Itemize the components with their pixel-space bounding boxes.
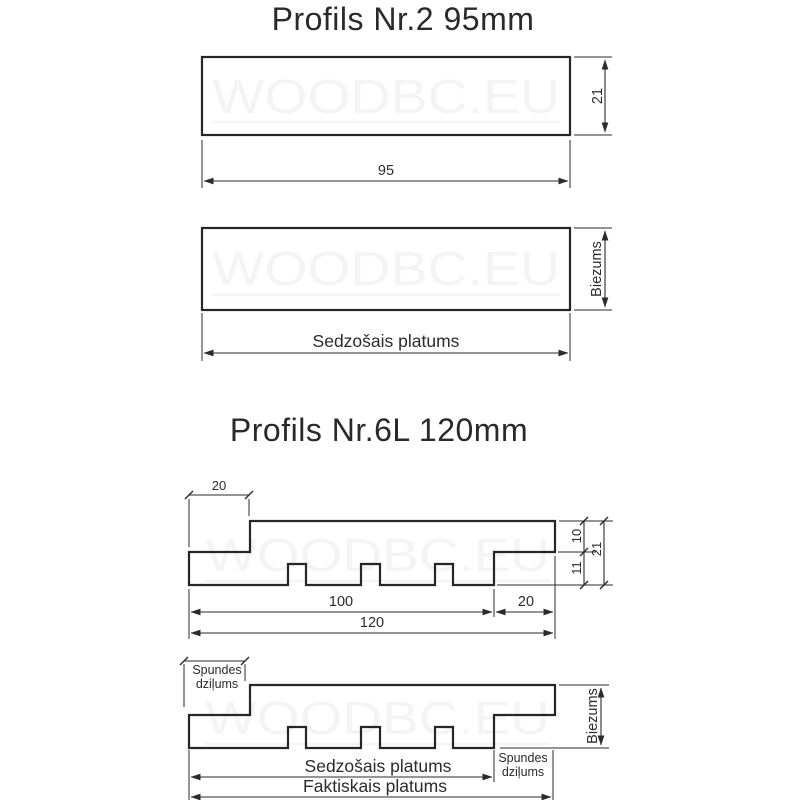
watermark-text: WOODBC.EU (212, 71, 560, 124)
rebate-depth-label-line1: Spundes (498, 751, 548, 765)
dimension-label-100: 100 (328, 594, 354, 610)
dimension-label-21: 21 (589, 541, 604, 557)
thickness-dimension (574, 228, 612, 310)
dimension-label-actual-width: Faktiskais platums (303, 776, 447, 796)
dimension-label-thickness: Biezums (589, 241, 605, 297)
dimension-label-height: 21 (590, 87, 606, 105)
watermark-text: WOODBC.EU (205, 692, 550, 744)
section2-title: Profils Nr.6L 120mm (229, 412, 529, 448)
dimension-label-covering-width: Sedzošais platums (312, 331, 460, 351)
dimension-label-10: 10 (569, 528, 584, 544)
dimension-label-thickness: Biezums (585, 688, 601, 744)
dimension-label-120: 120 (359, 615, 385, 631)
dimension-label-width: 95 (377, 163, 395, 179)
rebate-depth-label-line1: Spundes (192, 663, 242, 677)
section1-title: Profils Nr.2 95mm (271, 1, 535, 37)
profile2-dimensioned-drawing (202, 57, 612, 188)
rebate-depth-label-line2: dziļums (501, 765, 545, 779)
profile6l-dimensioned-drawing (185, 478, 613, 639)
bottom-dimension-100 (189, 589, 494, 639)
rebate-depth-label-line2: dziļums (195, 677, 239, 691)
bottom-dimension-120 (191, 615, 553, 633)
dimension-label-11: 11 (569, 561, 584, 575)
dimension-label-20: 20 (517, 594, 535, 610)
profile2-labeled-drawing (202, 228, 612, 361)
height-dimension-21 (574, 57, 612, 135)
width-dimension-95 (202, 140, 570, 188)
covering-width-dimension (202, 313, 570, 361)
rebate-depth-dimension-right (498, 751, 547, 779)
profile6l-labeled-drawing (180, 657, 609, 800)
dimension-label-rebate: 20 (211, 478, 227, 493)
dimension-label-covering-width: Sedzošais platums (304, 756, 452, 776)
watermark-text: WOODBC.EU (205, 529, 550, 581)
watermark-text: WOODBC.EU (212, 243, 560, 296)
